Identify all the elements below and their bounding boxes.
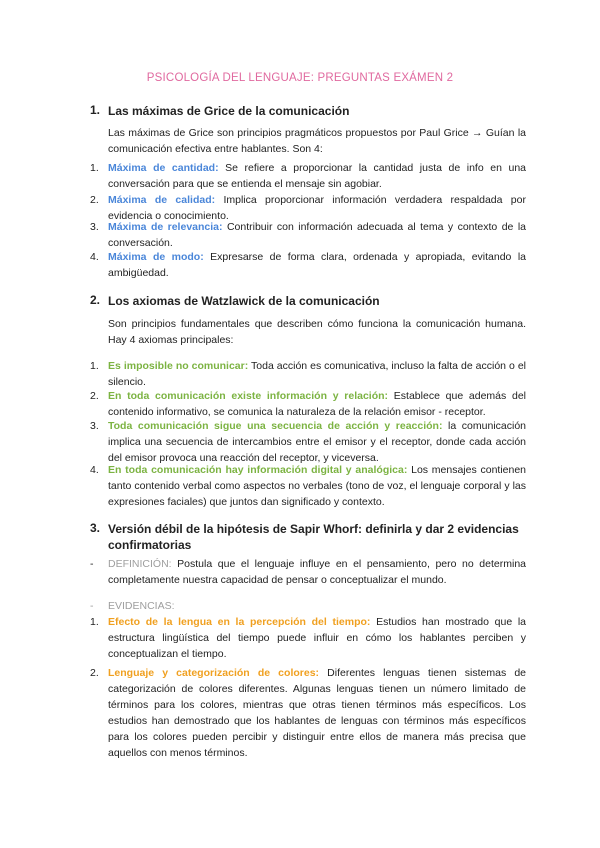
- s2-item-1-label: Es imposible no comunicar:: [108, 360, 249, 372]
- s1-item-2-number: 2.: [90, 194, 99, 206]
- s1-item-1-text: Se refiere a proporcionar la cantidad justa de info en una conversación para que se entienda el mensaje sin agobiar.: [108, 162, 527, 190]
- s2-item-2: [108, 388, 526, 420]
- section-1-intro: Las máximas de Grice son principios pragmáticos propuestos por Paul Grice → Guían la comunicación efectiva entre hablantes. Son 4:: [108, 127, 526, 155]
- evidence-dash: -: [90, 600, 94, 612]
- page-title: PSICOLOGÍA DEL LENGUAJE: PREGUNTAS EXÁMEN 2: [146, 72, 454, 84]
- s2-item-2-number: 2.: [90, 390, 99, 402]
- s1-item-1-number: 1.: [90, 162, 99, 174]
- s2-item-1: [108, 358, 526, 390]
- definition-dash: -: [90, 558, 94, 570]
- s3-item-1-label: Efecto de la lengua en la percepción del tiempo:: [108, 616, 371, 628]
- s3-item-1: [108, 614, 526, 662]
- section-2-intro: Son principios fundamentales que describen cómo funciona la comunicación humana. Hay 4 axiomas principales:: [108, 318, 526, 346]
- definition-text: Postula que el lenguaje influye en el pensamiento, pero no determina completamente nuestra capacidad de pensar o conceptualizar el mundo.: [108, 558, 526, 586]
- s1-item-4-text: Expresarse de forma clara, ordenada y apropiada, evitando la ambigüedad.: [108, 251, 526, 279]
- s2-item-1-text: Toda acción es comunicativa, incluso la falta de acción o el silencio.: [108, 360, 526, 388]
- s1-item-3-number: 3.: [90, 221, 99, 233]
- s1-item-2-label: Máxima de calidad:: [108, 194, 216, 206]
- section-1-heading: Las máximas de Grice de la comunicación: [108, 104, 350, 118]
- section-3-heading: Versión débil de la hipótesis de Sapir Whorf: definirla y dar 2 evidencias confirmatorias: [108, 522, 519, 552]
- s1-item-4: [108, 249, 526, 281]
- s2-item-4: [108, 462, 526, 510]
- s3-item-2-text: Diferentes lenguas tienen sistemas de categorización de colores diferentes. Algunas lenguas tienen un número limitado de términos para los colores, mientras que otras tienen términos más específicos. Los estudios han demostrado que los hablantes de lenguas con términos más específicos para los colores pueden percibir y distinguir entre ellos de manera más precisa que aquellos con menos términos.: [108, 667, 526, 759]
- s2-item-4-label: En toda comunicación hay información digital y analógica:: [108, 464, 408, 476]
- s1-item-3-label: Máxima de relevancia:: [108, 221, 223, 233]
- s2-item-3: [108, 418, 526, 466]
- s1-item-3-text: Contribuir con información adecuada al tema y contexto de la conversación.: [108, 221, 526, 249]
- s2-item-4-text: Los mensajes contienen tanto contenido verbal como aspectos no verbales (tono de voz, el lenguaje corporal y las expresiones faciales) que juntos dan significado y contexto.: [108, 464, 527, 508]
- section-2-heading: Los axiomas de Watzlawick de la comunicación: [108, 294, 380, 308]
- section-3-number: 3.: [90, 521, 101, 535]
- s3-item-2-label: Lenguaje y categorización de colores:: [108, 667, 320, 679]
- s1-item-3: [108, 219, 526, 251]
- s3-item-2-number: 2.: [90, 667, 99, 679]
- s1-item-4-number: 4.: [90, 251, 99, 263]
- section-2-number: 2.: [90, 293, 101, 307]
- definition-label: DEFINICIÓN:: [108, 558, 172, 570]
- s2-item-1-number: 1.: [90, 360, 99, 372]
- section-1-number: 1.: [90, 103, 101, 117]
- s3-item-1-text: Estudios han mostrado que la estructura lingüística del tiempo puede influir en cómo los hablantes perciben y conceptualizan el tiempo.: [108, 616, 526, 660]
- evidence-label: EVIDENCIAS:: [108, 600, 175, 612]
- s1-item-4-label: Máxima de modo:: [108, 251, 204, 263]
- s2-item-3-label: Toda comunicación sigue una secuencia de acción y reacción:: [108, 420, 443, 432]
- s1-item-2-text: Implica proporcionar información verdadera respaldada por evidencia o conocimiento.: [108, 194, 526, 222]
- s1-item-1: [108, 160, 526, 192]
- definition: [108, 556, 526, 588]
- s1-item-1-label: Máxima de cantidad:: [108, 162, 219, 174]
- s2-item-2-label: En toda comunicación existe información y relación:: [108, 390, 389, 402]
- s2-item-3-number: 3.: [90, 420, 99, 432]
- s2-item-2-text: Establece que además del contenido informativo, se comunica la naturaleza de la relación emisor - receptor.: [108, 390, 526, 418]
- s2-item-3-text: la comunicación implica una secuencia de intercambios entre el emisor y el receptor, donde cada acción del emisor provoca una reacción del receptor, y viceversa.: [108, 420, 527, 464]
- s3-item-2: [108, 665, 526, 761]
- s3-item-1-number: 1.: [90, 616, 99, 628]
- s2-item-4-number: 4.: [90, 464, 99, 476]
